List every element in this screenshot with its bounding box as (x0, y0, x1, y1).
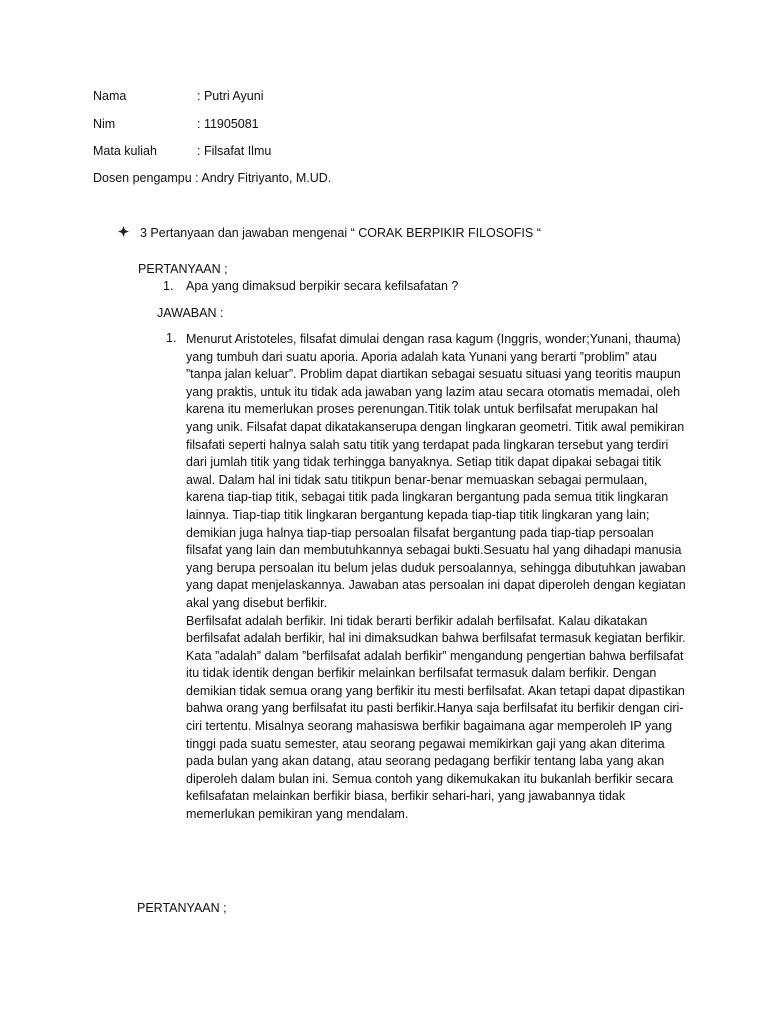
topic-bullet (118, 224, 541, 242)
nim-value: : 11905081 (197, 117, 259, 131)
question-number: 1. (163, 279, 174, 293)
info-row-matkul (93, 142, 271, 160)
info-row-nim (93, 115, 259, 133)
answer-paragraph-1: Menurut Aristoteles, filsafat dimulai dengan rasa kagum (Inggris, wonder;Yunani, thauma) yang tumbuh dari suatu aporia. Aporia adalah kata Yunani yang berarti ”problim” atau ”tanpa jalan keluar”. Problim dapat diartikan sebagai sesuatu situasi yang teoritis maupun yang praktis, untuk itu tidak ada jawaban yang lazim atau secara otomatis memadai, oleh karena itu memerlukan proses perenungan.Titik tolak untuk berfilsafat merupakan hal yang unik. Filsafat dapat dikatakanserupa dengan lingkaran geometri. Titik awal pemikiran filsafati seperti halnya salah satu titik yang terdapat pada lingkaran tersebut yang terdiri dari jumlah titik yang tidak terhingga banyaknya. Setiap titik dapat dipakai sebagai titik awal. Dalam hal ini tidak satu titikpun benar-benar memuaskan sebagai permulaan, karena tiap-tiap titik, sebagai titik pada lingkaran bergantung pada semua titik lingkaran lainnya. Tiap-tiap titik lingkaran bergantung kepada tiap-tiap titik lingkaran yang lain; demikian juga halnya tiap-tiap persoalan filsafat bergantung pada tiap-tiap persoalan filsafat yang lain dan membutuhkannya sebagai bukti.Sesuatu hal yang dihadapi manusia yang berupa persoalan itu belum jelas duduk persoalannya, sehingga dibutuhkan jawaban yang dapat menjelaskannya. Jawaban atas persoalan ini dapat diperoleh dengan kegiatan akal yang disebut berfikir. (186, 332, 686, 610)
diamond-bullet-icon (118, 224, 140, 242)
nama-label: Nama (93, 89, 127, 103)
dosen-line: Dosen pengampu : Andry Fitriyanto, M.UD. (93, 171, 332, 185)
answer-number: 1. (166, 331, 177, 345)
nama-value: : Putri Ayuni (197, 89, 264, 103)
jawaban-heading: JAWABAN : (157, 306, 224, 320)
info-row-nama (93, 87, 263, 105)
topic-text: 3 Pertanyaan dan jawaban mengenai “ CORAK BERPIKIR FILOSOFIS “ (140, 226, 541, 240)
nim-label: Nim (93, 117, 116, 131)
matkul-value: : Filsafat Ilmu (197, 144, 272, 158)
pertanyaan-heading: PERTANYAAN ; (138, 262, 228, 276)
question-text: Apa yang dimaksud berpikir secara kefilsafatan ? (186, 279, 459, 293)
matkul-label: Mata kuliah (93, 144, 157, 158)
question-item (163, 277, 458, 295)
answer-text (186, 331, 686, 824)
info-row-dosen (93, 169, 331, 187)
pertanyaan-heading-2: PERTANYAAN ; (137, 901, 227, 915)
answer-paragraph-2: Berfilsafat adalah berfikir. Ini tidak berarti berfikir adalah berfilsafat. Kalau dikatakan berfilsafat adalah berfikir, hal ini dimaksudkan bahwa berfilsafat termasuk kegiatan berfikir. Kata ”adalah” dalam ”berfilsafat adalah berfikir” mengandung pengertian bahwa berfilsafat itu tidak identik dengan berfikir melainkan berfilsafat termasuk dalam berfikir. Dengan demikian tidak semua orang yang berfikir itu mesti berfilsafat. Akan tetapi dapat dipastikan bahwa orang yang berfilsafat itu pasti berfikir.Hanya saja berfilsafat itu berfikir dengan ciri-ciri tertentu. Misalnya seorang mahasiswa berfikir bagaimana agar memperoleh IP yang tinggi pada suatu semester, atau seorang pegawai memikirkan gaji yang akan diterima pada bulan yang akan datang, atau seorang pedagang berfikir tentang laba yang akan diperoleh dalam bulan ini. Semua contoh yang dikemukakan itu bukanlah berfikir secara kefilsafatan melainkan berfikir biasa, berfikir sehari-hari, yang jawabannya tidak memerlukan pemikiran yang mendalam. (186, 613, 686, 822)
